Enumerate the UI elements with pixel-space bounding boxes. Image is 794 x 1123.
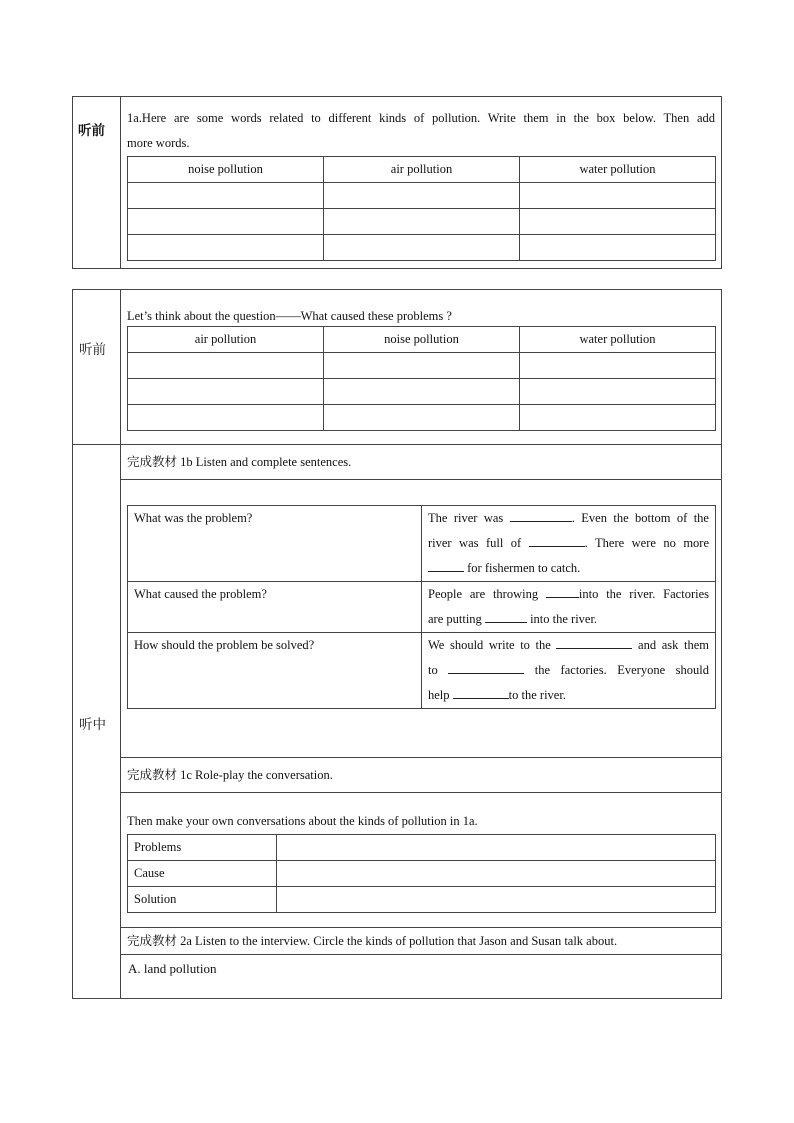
answer-blank[interactable] xyxy=(453,686,509,699)
problem-answer-0: The river was . Even the bottom of the river was full of . There were no more for fishermen to catch. xyxy=(422,506,716,582)
own-conversation-instruction: Then make your own conversations about the kinds of pollution in 1a. xyxy=(127,814,478,828)
blank-cell[interactable] xyxy=(128,235,324,261)
option-a[interactable]: A. land pollution xyxy=(128,961,217,976)
section1-header-2: water pollution xyxy=(520,157,716,183)
blank-cell[interactable] xyxy=(520,379,716,405)
blank-cell[interactable] xyxy=(128,209,324,235)
blank-cell[interactable] xyxy=(520,353,716,379)
section2-header-1: noise pollution xyxy=(324,327,520,353)
problem-question-2: How should the problem be solved? xyxy=(128,633,422,709)
task-1c-rule-top xyxy=(120,757,722,758)
answer-blank[interactable] xyxy=(448,661,524,674)
answer-blank[interactable] xyxy=(485,610,527,623)
section2-header-0: air pollution xyxy=(128,327,324,353)
problem-answer-1: People are throwing into the river. Factories are putting into the river. xyxy=(422,582,716,633)
section2-3-separator xyxy=(72,444,722,445)
task-2a-rule-top xyxy=(120,927,722,928)
task-2a-title: 完成教材 2a Listen to the interview. Circle the kinds of pollution that Jason and Susan talk about. xyxy=(127,934,618,948)
section2-divider xyxy=(120,289,121,999)
section2-table xyxy=(127,326,716,431)
blank-cell[interactable] xyxy=(520,209,716,235)
task-1c-rule-bottom xyxy=(120,792,722,793)
section2-header-2: water pollution xyxy=(520,327,716,353)
blank-cell[interactable] xyxy=(324,353,520,379)
task-1b-rule xyxy=(120,479,722,480)
problem-table xyxy=(127,505,716,709)
blank-cell[interactable] xyxy=(128,379,324,405)
section1-table xyxy=(127,156,716,261)
section1-side-label: 听前 xyxy=(78,123,105,139)
conv-label-problems: Problems xyxy=(128,835,277,861)
blank-cell[interactable] xyxy=(277,835,716,861)
blank-cell[interactable] xyxy=(324,379,520,405)
answer-blank[interactable] xyxy=(529,534,585,547)
section3-side-label: 听中 xyxy=(79,717,106,733)
blank-cell[interactable] xyxy=(128,405,324,431)
blank-cell[interactable] xyxy=(324,209,520,235)
answer-blank[interactable] xyxy=(510,509,572,522)
blank-cell[interactable] xyxy=(128,183,324,209)
problem-question-0: What was the problem? xyxy=(128,506,422,582)
blank-cell[interactable] xyxy=(520,183,716,209)
section1-header-1: air pollution xyxy=(324,157,520,183)
conv-label-cause: Cause xyxy=(128,861,277,887)
section1-instruction-line1: 1a.Here are some words related to different kinds of pollution. Write them in the box below. Then add xyxy=(127,111,715,125)
blank-cell[interactable] xyxy=(520,235,716,261)
blank-cell[interactable] xyxy=(277,887,716,913)
task-1b-title: 完成教材 1b Listen and complete sentences. xyxy=(127,455,352,469)
blank-cell[interactable] xyxy=(128,353,324,379)
blank-cell[interactable] xyxy=(324,183,520,209)
answer-blank[interactable] xyxy=(556,636,632,649)
conversation-table xyxy=(127,834,716,913)
section1-header-0: noise pollution xyxy=(128,157,324,183)
answer-blank[interactable] xyxy=(546,585,579,598)
section2-side-label: 听前 xyxy=(79,342,106,358)
blank-cell[interactable] xyxy=(324,405,520,431)
section1-divider xyxy=(120,96,121,269)
problem-question-1: What caused the problem? xyxy=(128,582,422,633)
task-2a-rule-bottom xyxy=(120,954,722,955)
problem-answer-2: We should write to the and ask them to the factories. Everyone should help to the river. xyxy=(422,633,716,709)
answer-blank[interactable] xyxy=(428,559,464,572)
blank-cell[interactable] xyxy=(324,235,520,261)
task-1c-title: 完成教材 1c Role-play the conversation. xyxy=(127,768,333,782)
section2-question: Let’s think about the question——What caused these problems ? xyxy=(127,309,452,323)
blank-cell[interactable] xyxy=(277,861,716,887)
section1-instruction-line2: more words. xyxy=(127,136,190,150)
blank-cell[interactable] xyxy=(520,405,716,431)
conv-label-solution: Solution xyxy=(128,887,277,913)
